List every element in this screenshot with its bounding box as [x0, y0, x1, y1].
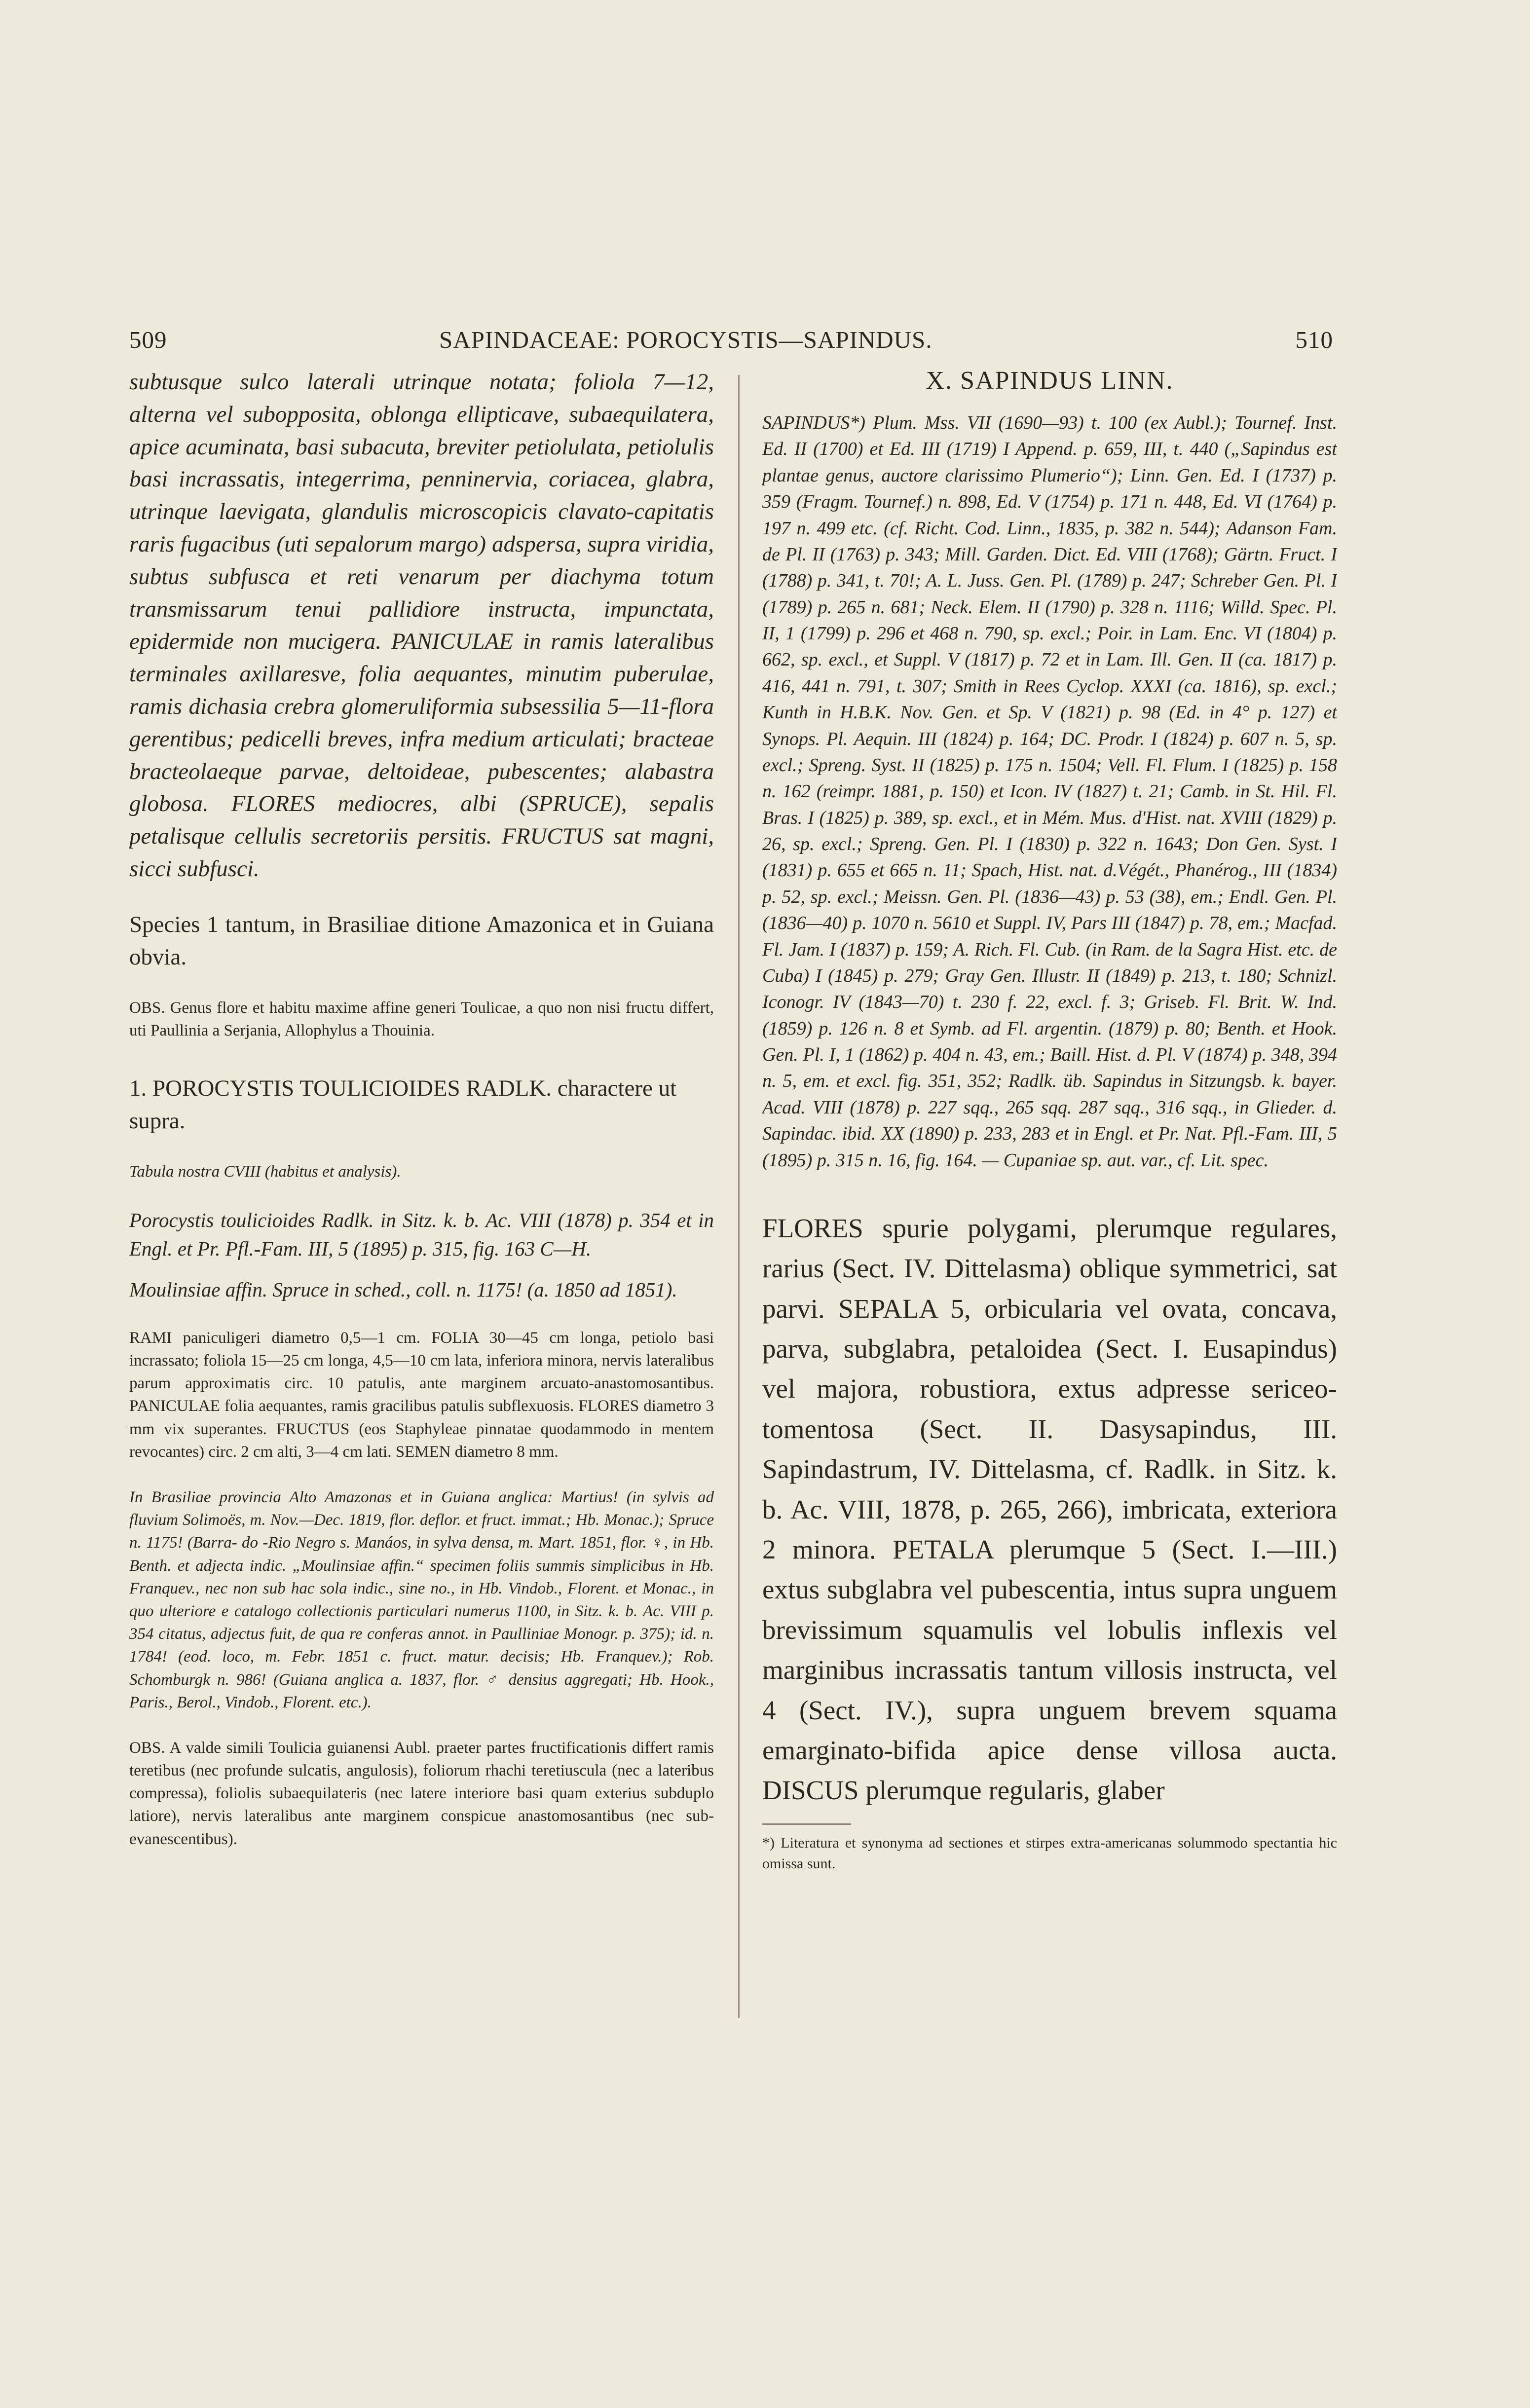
- left-column: [129, 366, 714, 2093]
- observation-toulicia: OBS. A valde simili Toulicia guianensi Aubl. praeter partes fructificationis differt ramis teretibus (nec profunde sulcatis, angulosis), foliorum rhachi teretiuscula (nec a lateribus compressa), foliolis subaequilateris (nec latere interiore basi quam exterius subduplo latiore), nervis lateralibus ante marginem conspicue anastomosantibus (nec sub-evanescentibus).: [129, 1739, 714, 1848]
- bibliography: SAPINDUS*) Plum. Mss. VII (1690—93) t. 100 (ex Aubl.); Tournef. Inst. Ed. II (1700) et Ed. III (1719) I Append. p. 659, III, t. 440 („Sapindus est plantae genus, auctore clarissimo Plumerio“); Linn. Gen. Ed. I (1737) p. 359 (Fragm. Tournef.) n. 898, Ed. V (1754) p. 171 n. 448, Ed. VI (1764) p. 197 n. 499 etc. (cf. Richt. Cod. Linn., 1835, p. 382 n. 544); Adanson Fam. de Pl. II (1763) p. 343; Mill. Garden. Dict. Ed. VIII (1768); Gärtn. Fruct. I (1788) p. 341, t. 70!; A. L. Juss. Gen. Pl. (1789) p. 247; Schreber Gen. Pl. I (1789) p. 265 n. 681; Neck. Elem. II (1790) p. 328 n. 1116; Willd. Spec. Pl. II, 1 (1799) p. 296 et 468 n. 790, sp. excl.; Poir. in Lam. Enc. VI (1804) p. 662, sp. excl., et Suppl. V (1817) p. 72 et in Lam. Ill. Gen. II (ca. 1817) p. 416, 441 n. 791, t. 307; Smith in Rees Cyclop. XXXI (ca. 1816), sp. excl.; Kunth in H.B.K. Nov. Gen. et Sp. V (1821) p. 98 (Ed. in 4° p. 127) et Synops. Pl. Aequin. III (1824) p. 164; DC. Prodr. I (1824) p. 607 n. 5, sp. excl.; Spreng. Syst. II (1825) p. 175 n. 1504; Vell. Fl. Flum. I (1825) p. 158 n. 162 (reimpr. 1881, p. 150) et Icon. IV (1827) t. 21; Camb. in St. Hil. Fl. Bras. I (1825) p. 389, sp. excl., et in Mém. Mus. d'Hist. nat. XVIII (1829) p. 26, sp. excl.; Spreng. Gen. Pl. I (1830) p. 322 n. 1643; Don Gen. Syst. I (1831) p. 655 et 665 n. 11; Spach, Hist. nat. d.Végét., Phanérog., III (1834) p. 52, sp. excl.; Meissn. Gen. Pl. (1836—43) p. 53 (38), em.; Endl. Gen. Pl. (1836—40) p. 1070 n. 5610 et Suppl. IV, Pars III (1847) p. 78, em.; Macfad. Fl. Jam. I (1837) p. 159; A. Rich. Fl. Cub. (in Ram. de la Sagra Hist. etc. de Cuba) I (1845) p. 279; Gray Gen. Illustr. II (1849) p. 213, t. 180; Schnizl. Iconogr. IV (1843—70) t. 230 f. 22, excl. f. 3; Griseb. Fl. Brit. W. Ind. (1859) p. 126 n. 8 et Symb. ad Fl. argentin. (1879) p. 80; Benth. et Hook. Gen. Pl. I, 1 (1862) p. 404 n. 43, em.; Baill. Hist. d. Pl. V (1874) p. 348, 394 n. 5, em. et excl. fig. 351, 352; Radlk. üb. Sapindus in Sitzungsb. k. bayer. Acad. VIII (1878) p. 227 sqq., 265 sqq. 287 sqq., 316 sqq., in Glieder. d. Sapindac. ibid. XX (1890) p. 233, 283 et in Engl. et Pr. Nat. Pfl.-Fam. III, 5 (1895) p. 315 n. 16, fig. 164. — Cupaniae sp. aut. var., cf. Lit. spec.: [762, 412, 1337, 1171]
- genus-description: subtusque sulco laterali utrinque notata; foliola 7—12, alterna vel subopposita, oblonga ellipticave, subaequilatera, apice acuminata, basi subacuta, breviter petiolulata, petiolulis basi incrassatis, integerrima, penninervia, coriacea, glabra, utrinque laevigata, glandulis microscopicis clavato-capitatis raris fugacibus (uti sepalorum margo) adspersa, supra viridia, subtus subfusca et reti venarum per diachyma totum transmissarum tenui pallidiore instructa, impunctata, epidermide non mucigera. PANICULAE in ramis lateralibus terminales axillaresve, folia aequantes, minutim puberulae, ramis dichasia crebra glomeruliformia subsessilia 5—11-flora gerentibus; pedicelli breves, infra medium articulati; bracteae bracteolaeque parvae, deltoideae, pubescentes; alabastra globosa. FLORES mediocres, albi (SPRUCE), sepalis petalisque cellulis secretoriis persitis. FRUCTUS sat magni, sicci subfusci.: [129, 369, 714, 882]
- page-number-left: 509: [129, 326, 167, 353]
- running-title: SAPINDACEAE: POROCYSTIS—SAPINDUS.: [439, 326, 933, 353]
- measurements: RAMI paniculigeri diametro 0,5—1 cm. FOLIA 30—45 cm longa, petiolo basi incrassato; foliola 15—25 cm longa, 4,5—10 cm lata, inferiora minora, nervis lateralibus parum approximatis circ. 10 patulis, ante marginem arcuato-anastomosantibus. PANICULAE folia aequantes, ramis gracilibus patulis subflexuosis. FLORES diametro 3 mm vix superantes. FRUCTUS (eos Staphyleae pinnatae quodammodo in mentem revocantes) circ. 2 cm alti, 3—4 cm lati. SEMEN diametro 8 mm.: [129, 1329, 714, 1461]
- footnote: *) Literatura et synonyma ad sectiones et stirpes extra-americanas solummodo spectantia hic omissa sunt.: [762, 1834, 1337, 1872]
- flower-description: FLORES spurie polygami, plerumque regulares, rarius (Sect. IV. Dittelasma) oblique symmetrici, sat parvi. SEPALA 5, orbicularia vel ovata, concava, parva, subglabra, petaloidea (Sect. I. Eusapindus) vel majora, robustiora, extus adpresse sericeo-tomentosa (Sect. II. Dasysapindus, III. Sapindastrum, IV. Dittelasma, cf. Radlk. in Sitz. k. b. Ac. VIII, 1878, p. 265, 266), imbricata, exteriora 2 minora. PETALA plerumque 5 (Sect. I.—III.) extus subglabra vel pubescentia, intus supra unguem brevissimum squamulis vel lobulis inflexis vel marginibus incrassatis tantum villosis instructa, vel 4 (Sect. IV.), supra unguem brevem squama emarginato-bifida apice dense villosa aucta. DISCUS plerumque regularis, glaber: [762, 1213, 1337, 1806]
- genus-heading: X. SAPINDUS LINN.: [926, 367, 1174, 395]
- species-count: Species 1 tantum, in Brasiliae ditione Amazonica et in Guiana obvia.: [129, 911, 714, 970]
- column-divider: [738, 375, 740, 2018]
- species-heading: 1. POROCYSTIS TOULICIOIDES RADLK. charactere ut supra.: [129, 1075, 677, 1134]
- right-column: [762, 366, 1337, 2093]
- running-header: [129, 326, 1333, 360]
- footnote-rule: [762, 1823, 851, 1825]
- plate-reference: Tabula nostra CVIII (habitus et analysis).: [129, 1163, 401, 1181]
- observation-genus: OBS. Genus flore et habitu maxime affine generi Toulicae, a quo non nisi fructu differt, uti Paullinia a Serjania, Allophylus a Thouinia.: [129, 999, 714, 1040]
- reference-spruce: Moulinsiae affin. Spruce in sched., coll. n. 1175! (a. 1850 ad 1851).: [129, 1278, 677, 1301]
- distribution: In Brasiliae provincia Alto Amazonas et in Guiana anglica: Martius! (in sylvis ad fluvium Solimoës, m. Nov.—Dec. 1819, flor. deflor. et fruct. immat.; Hb. Monac.); Spruce n. 1175! (Barra- do -Rio Negro s. Manáos, in sylva densa, m. Mart. 1851, flor. ♀, in Hb. Benth. et adjecta indic. „Moulinsiae affin.“ specimen foliis summis simplicibus in Hb. Franquev., nec non sub hac sola indic., sine no., in Hb. Vindob., Florent. et Monac., in quo ulteriore e catalogo collectionis particulari numerus 1100, in Sitz. k. b. Ac. VIII p. 354 citatus, adjectus fuit, de qua re conferas annot. in Paulliniae Monogr. p. 375); id. n. 1784! (eod. loco, m. Febr. 1851 c. fruct. matur. decisis; Hb. Franquev.); Rob. Schomburgk n. 986! (Guiana anglica a. 1837, flor. ♂ densius aggregati; Hb. Hook., Paris., Berol., Vindob., Florent. etc.).: [129, 1488, 714, 1711]
- reference-radlk: Porocystis toulicioides Radlk. in Sitz. k. b. Ac. VIII (1878) p. 354 et in Engl. et Pr. Pfl.-Fam. III, 5 (1895) p. 315, fig. 163 C—H.: [129, 1209, 714, 1260]
- page-number-right: 510: [1295, 326, 1333, 353]
